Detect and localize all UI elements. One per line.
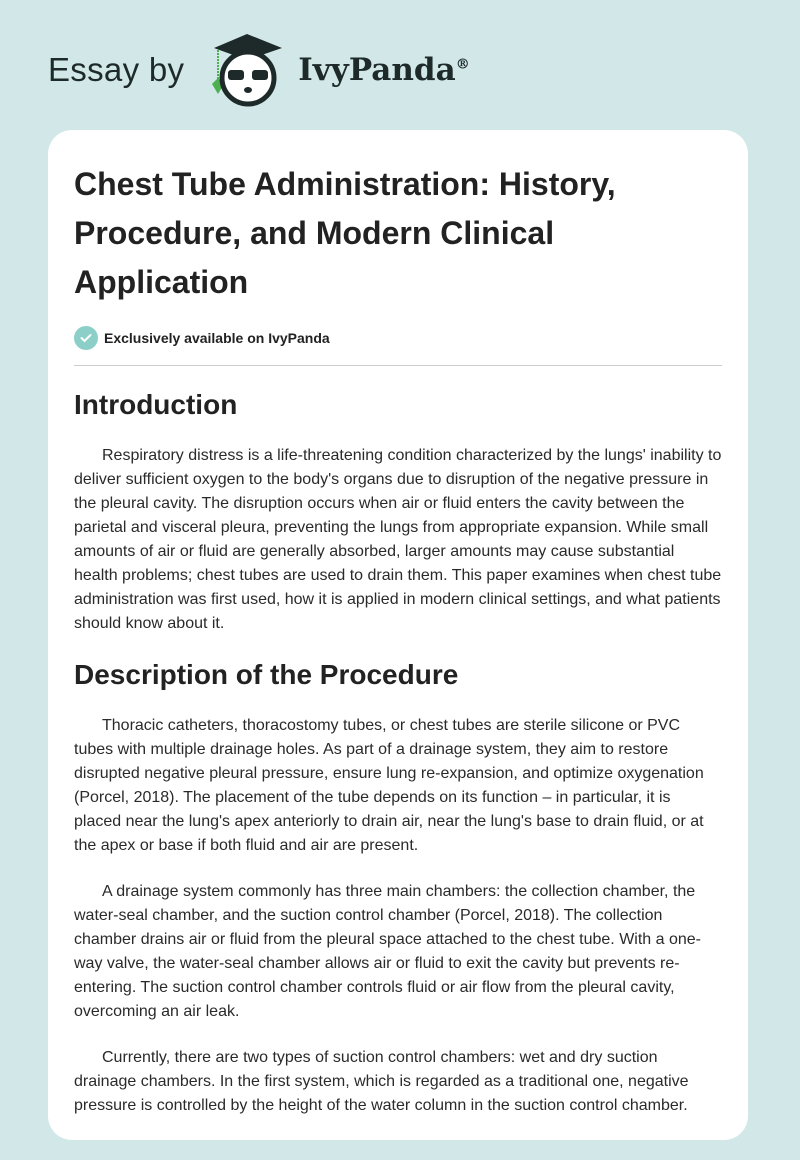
paragraph: Currently, there are two types of suction control chambers: wet and dry suction drainage chambers. In the first system, which is regarded as a traditional one, negative pressure is controlled by the height of the water column in the suction control chamber.: [74, 1049, 689, 1114]
section-heading: Introduction: [74, 389, 238, 420]
brand-name[interactable]: [298, 52, 469, 88]
section-heading: Description of the Procedure: [74, 659, 459, 690]
brand-text: IvyPanda: [298, 52, 456, 88]
site-header: [48, 30, 470, 110]
paragraph: Respiratory distress is a life-threatening condition characterized by the lungs' inability to deliver sufficient oxygen to the body's organs due to disruption of the negative pressure in the pleural cavity. The disruption occurs when air or fluid enters the cavity between the parietal and visceral pleura, preventing the lungs from appropriate expansion. While small amounts of air or fluid are generally absorbed, larger amounts may cause substantial health problems; chest tubes are used to drain them. This paper examines when chest tube administration was first used, how it is applied in modern clinical settings, and what patients should know about it.: [74, 447, 722, 632]
registered-mark: ®: [455, 56, 470, 73]
essay-title: Chest Tube Administration: History, Procedure, and Modern Clinical Application: [74, 166, 616, 300]
essay-card: [48, 130, 748, 1140]
essay-by-label: Essay by: [48, 51, 185, 88]
check-icon: [74, 326, 98, 350]
paragraph: A drainage system commonly has three main chambers: the collection chamber, the water-seal chamber, and the suction control chamber (Porcel, 2018). The collection chamber drains air or fluid from the pleural space attached to the chest tube. With a one-way valve, the water-seal chamber allows air or fluid to exit the cavity but prevents re-entering. The suction control chamber controls fluid or air flow from the pleural cavity, overcoming an air leak.: [74, 883, 701, 1020]
paragraph: Thoracic catheters, thoracostomy tubes, or chest tubes are sterile silicone or PVC tubes with multiple drainage holes. As part of a drainage system, they aim to restore disrupted negative pleural pressure, ensure lung re-expansion, and optimize oxygenation (Porcel, 2018). The placement of the tube depends on its function – in particular, it is placed near the lung's apex anteriorly to drain air, near the lung's base to drain fluid, or at the apex or base if both fluid and air are present.: [74, 717, 704, 854]
divider: [74, 365, 722, 366]
ivypanda-logo-icon[interactable]: [202, 30, 292, 110]
badge-text: Exclusively available on IvyPanda: [104, 330, 330, 346]
exclusive-badge: [74, 326, 722, 350]
